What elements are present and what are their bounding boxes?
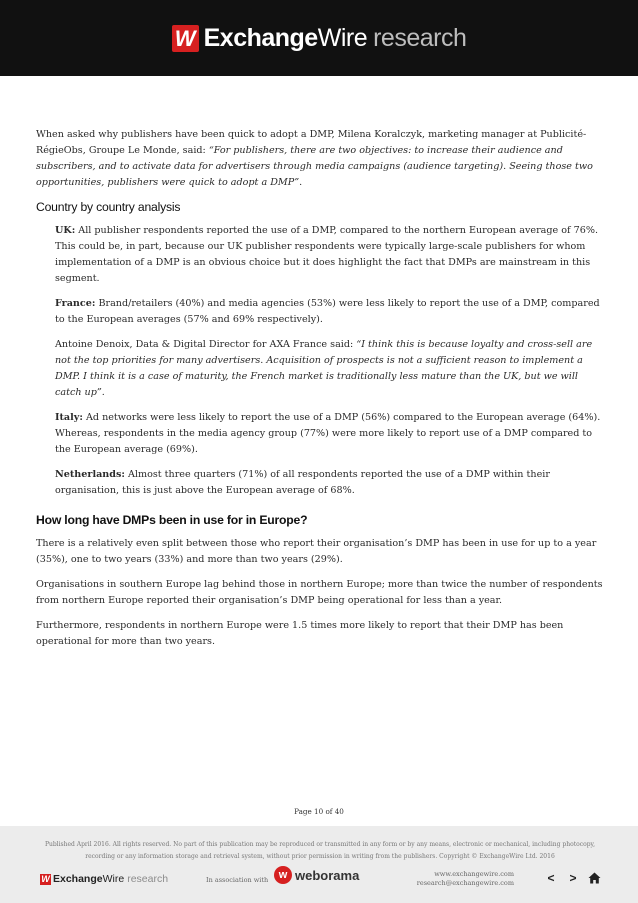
main-content <box>36 127 606 659</box>
intro-paragraph <box>36 127 606 191</box>
uk-label: UK: <box>55 225 76 236</box>
netherlands-label: Netherlands: <box>55 469 125 480</box>
section-heading-duration: How long have DMPs been in use for in Europe? <box>36 513 308 527</box>
weborama-wordmark: weborama <box>295 867 360 883</box>
france-text: Brand/retailers (40%) and media agencies (53%) were less likely to report the use of a DMP, compared to the European averages (57% and 69% respectively). <box>55 298 600 325</box>
country-list <box>36 223 606 499</box>
footer-logo-regular: Wire <box>102 873 125 885</box>
logo-mark: W <box>172 25 199 52</box>
footer-logo-suffix: research <box>127 873 169 885</box>
exchangewire-logo <box>172 24 467 53</box>
next-page-button[interactable]: > <box>569 871 577 885</box>
logo-regular-text: Wire <box>317 23 368 52</box>
duration-paragraph-3: Furthermore, respondents in northern Europe were 1.5 times more likely to report that their DMP has been operational for more than two years. <box>36 620 564 647</box>
italy-label: Italy: <box>55 412 83 423</box>
footer-logo-mark: W <box>41 873 50 884</box>
antoine-quote-paragraph <box>36 337 606 401</box>
logo-suffix-text: research <box>373 23 467 52</box>
section-heading-country: Country by country analysis <box>36 200 181 214</box>
footer-logo-wordmark <box>53 873 168 885</box>
duration-paragraph-1: There is a relatively even split between those who report their organisation’s DMP has been in use for up to a year (35%), one to two years (33%) and more than two years (29%). <box>36 538 597 565</box>
website-link[interactable]: www.exchangewire.com <box>434 870 514 878</box>
netherlands-paragraph <box>36 467 606 499</box>
intro-quote: “For publishers, there are two objectives: to increase their audience and subscribers, and to activate data for advertisers through media campaigns (audience targeting). Seeing those two opportunities, publishers were quick to adopt a DMP” <box>36 145 593 188</box>
page-number: Page 10 of 40 <box>294 807 344 816</box>
logo-bold-text: Exchange <box>203 23 318 52</box>
logo-wordmark <box>204 24 467 53</box>
page-navigation <box>544 871 601 885</box>
intro-text: When asked why publishers have been quick to adopt a DMP, Milena Koralczyk, marketing manager at Publicité-RégieObs, Groupe Le Monde, said: <box>36 129 587 156</box>
prev-page-button[interactable]: < <box>547 871 555 885</box>
footer-logo-bold: Exchange <box>53 873 103 885</box>
antoine-text: Antoine Denoix, Data & Digital Director for AXA France said: <box>55 339 357 350</box>
weborama-mark: w <box>274 866 292 884</box>
uk-text: All publisher respondents reported the use of a DMP, compared to the northern European average of 76%. This could be, in part, because our UK publisher respondents were typically large-scale publishers for whom implementation of a DMP is an obvious choice but it does highlight the fact that DMPs are mainstream in this segment. <box>55 225 599 284</box>
italy-paragraph <box>36 410 606 458</box>
france-label: France: <box>55 298 96 309</box>
uk-paragraph <box>36 223 606 287</box>
page-header <box>0 0 638 76</box>
antoine-quote: “I think this is because loyalty and cross-sell are not the top priorities for many advertisers. Acquisition of prospects is not a sufficient reason to implement a DMP. I think it is a case of maturity, the French market is traditionally less mature than the UK, but we will catch up” <box>55 339 593 398</box>
netherlands-text: Almost three quarters (71%) of all respondents reported the use of a DMP within their organisation, this is just above the European average of 68%. <box>55 469 550 496</box>
email-link[interactable]: research@exchangewire.com <box>416 879 514 887</box>
antoine-end: . <box>101 387 105 398</box>
footer-logo[interactable] <box>40 873 168 885</box>
intro-end: . <box>299 177 303 188</box>
legal-notice: Published April 2016. All rights reserved. No part of this publication may be reproduced or transmitted in any form or by any means, electronic or mechanical, including photocopy, recording or any information storage and retrieval system, without prior permission in writing from the publishers. Copyright © ExchangeWire Ltd. 2016 <box>44 841 596 860</box>
duration-paragraph-2: Organisations in southern Europe lag behind those in northern Europe; more than twice the number of respondents from northern Europe reported their organisation’s DMP being operational for less than a year. <box>36 579 603 606</box>
home-icon[interactable] <box>588 872 601 884</box>
association-label: In association with <box>206 876 269 884</box>
italy-text: Ad networks were less likely to report the use of a DMP (56%) compared to the European average (64%). Whereas, respondents in the media agency group (77%) were more likely to report use of a DMP compared to the European average (69%). <box>55 412 601 455</box>
page-footer <box>0 826 638 903</box>
contact-info <box>380 870 514 888</box>
weborama-logo[interactable] <box>274 866 359 884</box>
france-paragraph <box>36 296 606 328</box>
